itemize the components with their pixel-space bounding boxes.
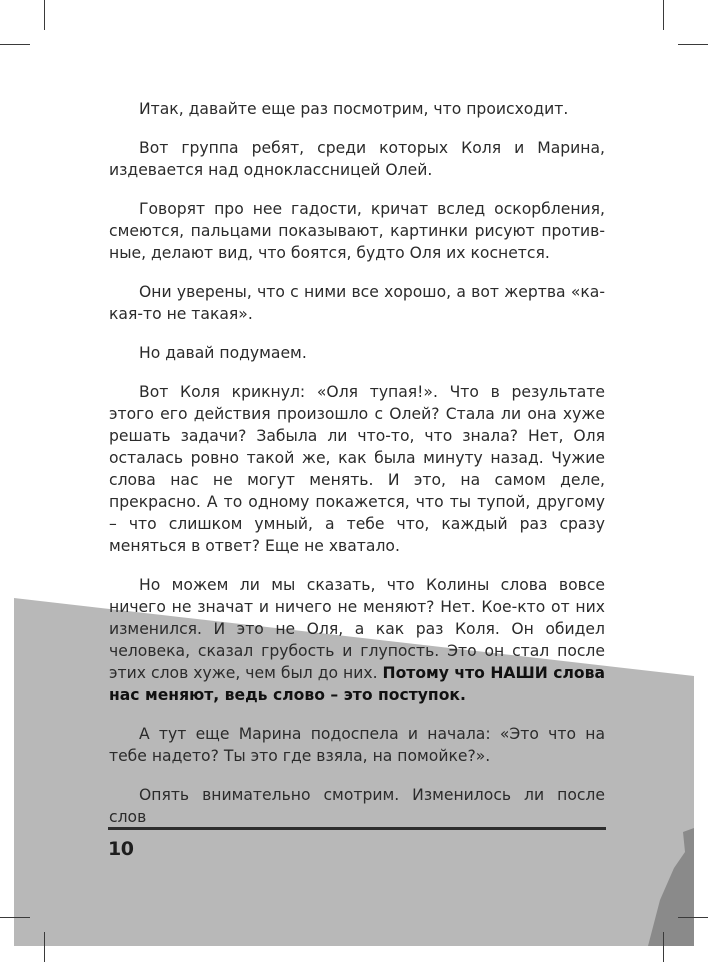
paragraph-text: Вот группа ребят, среди которых Коля и Марина, издевается над одноклассницей Олей. bbox=[109, 139, 605, 179]
crop-mark bbox=[44, 932, 45, 962]
bold-text: Потому что НАШИ слова нас меняют, ведь слово – это поступок. bbox=[109, 664, 605, 704]
paragraph bbox=[109, 381, 605, 557]
paragraph-text: Но можем ли мы сказать, что Колины слова вовсе ничего не значат и ничего не меняют? Нет. Кое-кто от них изменился. И это не Оля, а как раз Коля. Он обидел человека, сказал грубость и глупость. Это он стал после этих слов хуже, чем был до них. bbox=[109, 576, 605, 682]
paragraph bbox=[109, 723, 605, 767]
crop-mark bbox=[44, 0, 45, 30]
page-number: 10 bbox=[108, 838, 134, 860]
paragraph bbox=[109, 198, 605, 264]
body-text bbox=[109, 98, 605, 828]
crop-mark bbox=[0, 44, 30, 45]
paragraph-text: Но давай подумаем. bbox=[139, 344, 307, 362]
paragraph bbox=[109, 98, 605, 120]
crop-mark bbox=[663, 0, 664, 30]
crop-mark bbox=[663, 932, 664, 962]
paragraph-text: Они уверены, что с ними все хорошо, а вот жертва «какая-то не такая». bbox=[109, 283, 605, 323]
crop-mark bbox=[678, 917, 708, 918]
crop-mark bbox=[678, 44, 708, 45]
paragraph-text: Вот Коля крикнул: «Оля тупая!». Что в результате этого его действия произошло с Олей? Стала ли она хуже решать задачи? Забыла ли что-то, что знала? Нет, Оля осталась ровно такой же, как была минуту назад. Чужие слова нас не могут менять. И это, на самом деле, прекрасно. А то одному покажется, что ты тупой, другому – что слишком умный, а тебе что, каждый раз сразу меняться в ответ? Еще не хватало. bbox=[109, 383, 605, 555]
paragraph-text: Опять внимательно смотрим. Изменилось ли после слов bbox=[109, 786, 605, 826]
paragraph bbox=[109, 281, 605, 325]
paragraph-text: А тут еще Марина подоспела и начала: «Это что на тебе надето? Ты это где взяла, на помойке?». bbox=[109, 725, 605, 765]
footer-rule bbox=[108, 827, 606, 830]
paragraph bbox=[109, 574, 605, 706]
paragraph-text: Говорят про нее гадости, кричат вслед оскорбления, смеются, пальцами показывают, картинки рисуют противные, делают вид, что боятся, будто Оля их коснется. bbox=[109, 200, 605, 262]
crop-mark bbox=[0, 917, 30, 918]
paragraph bbox=[109, 342, 605, 364]
paragraph-text: Итак, давайте еще раз посмотрим, что происходит. bbox=[139, 100, 569, 118]
paragraph bbox=[109, 784, 605, 828]
paragraph bbox=[109, 137, 605, 181]
